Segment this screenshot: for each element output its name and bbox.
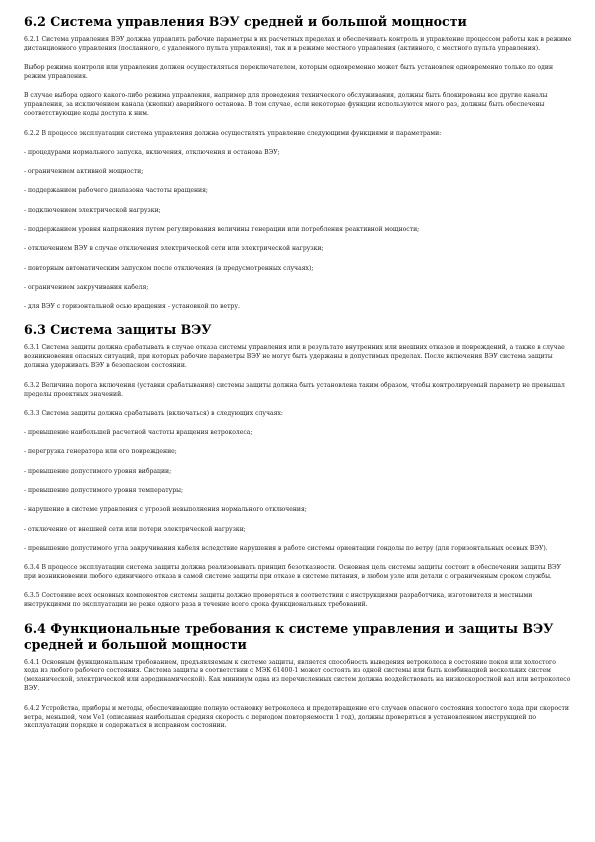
list-item: - превышение допустимого угла закручивания кабеля вследствие нарушения в работе системы ориентации гондолы по ветру (для горизонтальных осевых ВЭУ).: [24, 544, 548, 552]
list-item: - отключением ВЭУ в случае отключения электрической сети или электрической нагрузки;: [24, 245, 324, 253]
document-page: [24, 14, 572, 731]
paragraph: 6.2.2 В процессе эксплуатации система управления должна осуществлять управление следующими функциями и параметрами:: [24, 129, 442, 137]
list-item: - перегрузка генератора или его повреждение;: [24, 448, 177, 456]
paragraph: 6.3.5 Состояние всех основных компонентов системы защиты должно проверяться в соответствии с инструкциями разработчика, изготовителя и местными инструкциями по эксплуатации не реже одного раза в течение всего срока функциональных требований.: [24, 592, 533, 609]
list-item: - для ВЭУ с горизонтальной осью вращения - установкой по ветру.: [24, 303, 240, 311]
paragraph: 6.4.2 Устройства, приборы и методы, обеспечивающие полную остановку ветроколеса и предотвращение его случаев опасного состояния холостого хода при скорости ветра, меньшей, чем Vе1 (описанная наибольшая средняя скорость с периодом повторяемости 1 год), должны проверяться в установленном инструкцией по эксплуатации порядке и содержаться в исправном состоянии.: [24, 704, 569, 730]
paragraph: 6.4.1 Основным функциональным требованием, предъявляемым к системе защиты, является способность выведения ветроколеса в состояние покоя или холостого хода из любого рабочего состояния. Система защиты в соответствии с МЭК 61400-1 может состоять из одной системы или быть комбинацией нескольких систем (механической, электрической или аэродинамической). Как минимум одна из перечисленных систем должна воздействовать на низкоскоростной вал или ветроколесо ВЭУ.: [24, 658, 571, 693]
paragraph: В случае выбора одного какого-либо режима управления, например для проведения технического обслуживания, должны быть блокированы все другие каналы управления, за исключением канала (кнопки) аварийного останова. В том случае, если некоторые функции используются много раз, должны быть обеспечены соответствующие коды доступа к ним.: [24, 92, 548, 118]
list-item: - ограничением закручивания кабеля;: [24, 283, 149, 291]
list-item: - повторным автоматическим запуском после отключения (в предусмотренных случаях);: [24, 264, 314, 272]
paragraph: 6.3.1 Система защиты должна срабатывать в случае отказа системы управления или в результате внутренних или внешних отказов и повреждений, а также в случае возникновения опасных ситуаций, при которых рабочие параметры ВЭУ не могут быть удержаны в допустимых пределах. После включения ВЭУ система защиты должна удерживать ВЭУ в безопасном состоянии.: [24, 344, 565, 370]
paragraph: Выбор режима контроля или управления должен осуществляться переключателем, которым одновременно может быть установлен одновременно только по один режим управления.: [24, 64, 554, 81]
paragraph: 6.3.4 В процессе эксплуатации система защиты должна реализовывать принцип безотказности. Основная цель системы защиты состоит в обеспечении защиты ВЭУ при возникновении любого единичного отказа в самой системе защиты при отказе в системе питания, в любом узле или детали с ограниченным сроком службы.: [24, 564, 562, 581]
paragraph: 6.3.3 Система защиты должна срабатывать (включаться) в следующих случаях:: [24, 409, 283, 417]
list-item: - процедурами нормального запуска, включения, отключения и останова ВЭУ;: [24, 148, 280, 156]
list-item: - отключение от внешней сети или потери электрической нагрузки;: [24, 525, 246, 533]
section-heading: 6.2 Система управления ВЭУ средней и большой мощности: [24, 14, 467, 29]
paragraph: 6.3.2 Величина порога включения (уставки срабатывания) системы защиты должна быть установлена таким образом, чтобы контролируемый параметр не превышал пределы проектных значений.: [24, 381, 565, 398]
list-item: - превышение допустимого уровня вибрации;: [24, 467, 172, 475]
list-item: - превышение допустимого уровня температуры;: [24, 486, 184, 494]
section-heading: 6.3 Система защиты ВЭУ: [24, 322, 212, 338]
list-item: - нарушение в системе управления с угрозой невыполнения нормального отключения;: [24, 506, 307, 514]
list-item: - превышение наибольшей расчетной частоты вращения ветроколеса;: [24, 429, 253, 437]
paragraph: 6.2.1 Система управления ВЭУ должна управлять рабочие параметры в их расчетных пределах и обеспечивать контроль и управление процессом работы как в режиме дистанционного управления (посланного, с удаленного пульта управления), так и в режиме местного управления (активного, с местного пульта управления).: [24, 36, 572, 52]
list-item: - поддержанием рабочего диапазона частоты вращения;: [24, 187, 208, 195]
section-heading: 6.4 Функциональные требования к системе управления и защиты ВЭУ средней и большой мощности: [24, 620, 554, 652]
list-item: - подключением электрической нагрузки;: [24, 206, 161, 214]
list-item: - поддержанием уровня напряжения путем регулирования величины генерации или потребления реактивной мощности;: [24, 226, 420, 233]
list-item: - ограничением активной мощности;: [24, 168, 144, 176]
